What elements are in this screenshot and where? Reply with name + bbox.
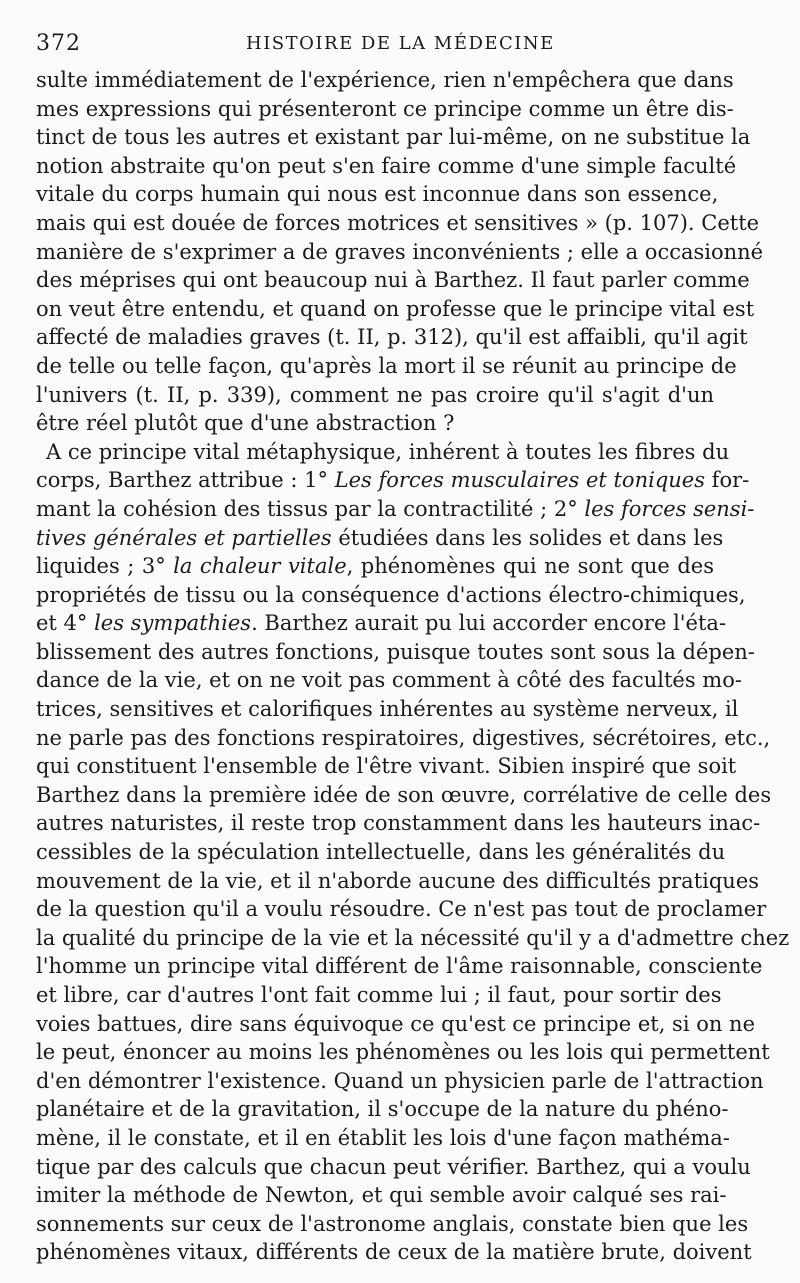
text-run: tinct de tous les autres et existant par lui-même, on ne substitue la (36, 125, 751, 150)
text-run: d'en démontrer l'existence. Quand un physicien parle de l'attraction (36, 1068, 764, 1093)
text-run: cessibles de la spéculation intellectuelle, dans les généralités du (36, 840, 726, 865)
text-run: manière de s'exprimer a de graves inconvénients ; elle a occasionné (36, 239, 764, 264)
text-run: planétaire et de la gravitation, il s'occupe de la nature du phéno- (36, 1097, 729, 1122)
text-run: et 4° (36, 611, 95, 636)
running-header (36, 31, 716, 59)
text-line (36, 552, 714, 581)
text-line (36, 524, 724, 553)
text-run: corps, Barthez attribue : 1° (36, 468, 335, 493)
text-run: de telle ou telle façon, qu'après la mort il se réunit au principe de (36, 353, 737, 378)
text-line (36, 209, 760, 238)
text-line (36, 1181, 727, 1210)
text-line (36, 1095, 729, 1124)
text-run: imiter la méthode de Newton, et qui semble avoir calqué ses rai- (36, 1183, 727, 1208)
text-line (36, 1238, 752, 1267)
italic-run: la chaleur vitale (173, 554, 347, 579)
text-run: qui constituent l'ensemble de l'être vivant. Sibien inspiré que soit (36, 754, 737, 779)
text-line (36, 809, 761, 838)
text-line (36, 180, 719, 209)
text-run: liquides ; 3° (36, 554, 174, 579)
text-line (36, 695, 739, 724)
text-run: l'univers (t. II, p. 339), comment ne pas croire qu'il s'agit d'un (36, 382, 714, 407)
text-line (36, 1210, 749, 1239)
text-run: phénomènes vitaux, différents de ceux de la matière brute, doivent (36, 1240, 752, 1265)
text-line (36, 609, 727, 638)
text-line (36, 981, 722, 1010)
text-run: le peut, énoncer au moins les phénomènes ou les lois qui permettent (36, 1040, 770, 1065)
text-run: ne parle pas des fonctions respiratoires, digestives, sécrétoires, etc., (36, 725, 771, 750)
text-run: notion abstraite qu'on peut s'en faire comme d'une simple faculté (36, 153, 737, 178)
italic-run: les forces sensi- (584, 496, 755, 521)
text-line (36, 952, 763, 981)
text-run: la qualité du principe de la vie et la nécessité qu'il y a d'admettre chez (36, 925, 790, 950)
text-line (36, 724, 771, 753)
text-run: mes expressions qui présenteront ce principe comme un être dis- (36, 96, 734, 121)
text-run: autres naturistes, il reste trop constamment dans les hauteurs inac- (36, 811, 761, 836)
text-line (36, 381, 714, 410)
page-number: 372 (36, 31, 81, 56)
text-run: affecté de maladies graves (t. II, p. 312), qu'il est affaibli, qu'il agit (36, 325, 748, 350)
text-line (36, 666, 742, 695)
text-run: A ce principe vital métaphysique, inhérent à toutes les fibres du (46, 439, 730, 464)
text-line (36, 352, 737, 381)
text-run: mant la cohésion des tissus par la contractilité ; 2° (36, 496, 585, 521)
text-line (36, 838, 726, 867)
text-line (36, 495, 755, 524)
text-line (36, 1153, 751, 1182)
text-line (36, 1124, 730, 1153)
text-line (36, 781, 772, 810)
text-line (36, 466, 750, 495)
text-line (36, 895, 767, 924)
italic-run: tives générales et partielles (36, 525, 332, 550)
text-run: . Barthez aurait pu lui accorder encore l'éta- (251, 611, 727, 636)
text-line (36, 323, 748, 352)
text-line (36, 581, 746, 610)
text-line (36, 438, 730, 467)
text-run: étudiées dans les solides et dans les (331, 525, 724, 550)
text-run: et libre, car d'autres l'ont fait comme lui ; il faut, pour sortir des (36, 983, 722, 1007)
text-run: Barthez dans la première idée de son œuvre, corrélative de celle des (36, 782, 772, 807)
text-run: propriétés de tissu ou la conséquence d'actions électro-chimiques, (36, 582, 746, 607)
text-line (36, 66, 734, 95)
body-text (36, 66, 790, 1266)
text-line (36, 266, 750, 295)
italic-run: les sympathies (94, 611, 252, 636)
text-line (36, 409, 714, 438)
text-line (36, 1038, 770, 1067)
text-run: mais qui est douée de forces motrices et sensitives » (p. 107). Cette (36, 210, 760, 235)
text-run: l'homme un principe vital différent de l'âme raisonnable, consciente (36, 954, 763, 979)
text-run: de la question qu'il a voulu résoudre. Ce n'est pas tout de proclamer (36, 897, 767, 922)
text-run: être réel plutôt que d'une abstraction ? (36, 411, 455, 436)
text-run: voies battues, dire sans équivoque ce qu'est ce principe et, si on ne (36, 1011, 756, 1036)
text-run: trices, sensitives et calorifiques inhérentes au système nerveux, il (36, 697, 739, 722)
text-run: blissement des autres fonctions, puisque toutes sont sous la dépen- (36, 639, 755, 664)
text-run: sulte immédiatement de l'expérience, rien n'empêchera que dans (36, 68, 734, 92)
text-run: mène, il le constate, et il en établit les lois d'une façon mathéma- (36, 1125, 730, 1150)
text-run: , phénomènes qui ne sont que des (346, 554, 714, 579)
text-run: dance de la vie, et on ne voit pas comment à côté des facultés mo- (36, 668, 742, 693)
text-line (36, 238, 764, 267)
text-line (36, 752, 737, 781)
text-line (36, 1067, 764, 1096)
text-line (36, 924, 790, 953)
text-run: tique par des calculs que chacun peut vérifier. Barthez, qui a voulu (36, 1154, 751, 1179)
text-run: des méprises qui ont beaucoup nui à Barthez. Il faut parler comme (36, 268, 750, 293)
text-run: mouvement de la vie, et il n'aborde aucune des difficultés pratiques (36, 868, 760, 893)
text-run: for- (705, 468, 750, 493)
text-run: vitale du corps humain qui nous est inconnue dans son essence, (36, 182, 719, 207)
text-run: sonnements sur ceux de l'astronome anglais, constate bien que les (36, 1211, 749, 1236)
text-line (36, 123, 751, 152)
text-line (36, 1010, 756, 1039)
text-line (36, 152, 737, 181)
text-line (36, 638, 755, 667)
running-title: HISTOIRE DE LA MÉDECINE (246, 33, 555, 54)
text-run: on veut être entendu, et quand on professe que le principe vital est (36, 296, 755, 321)
text-line (36, 95, 734, 124)
italic-run: Les forces musculaires et toniques (334, 468, 705, 493)
text-line (36, 295, 755, 324)
text-line (36, 867, 760, 896)
